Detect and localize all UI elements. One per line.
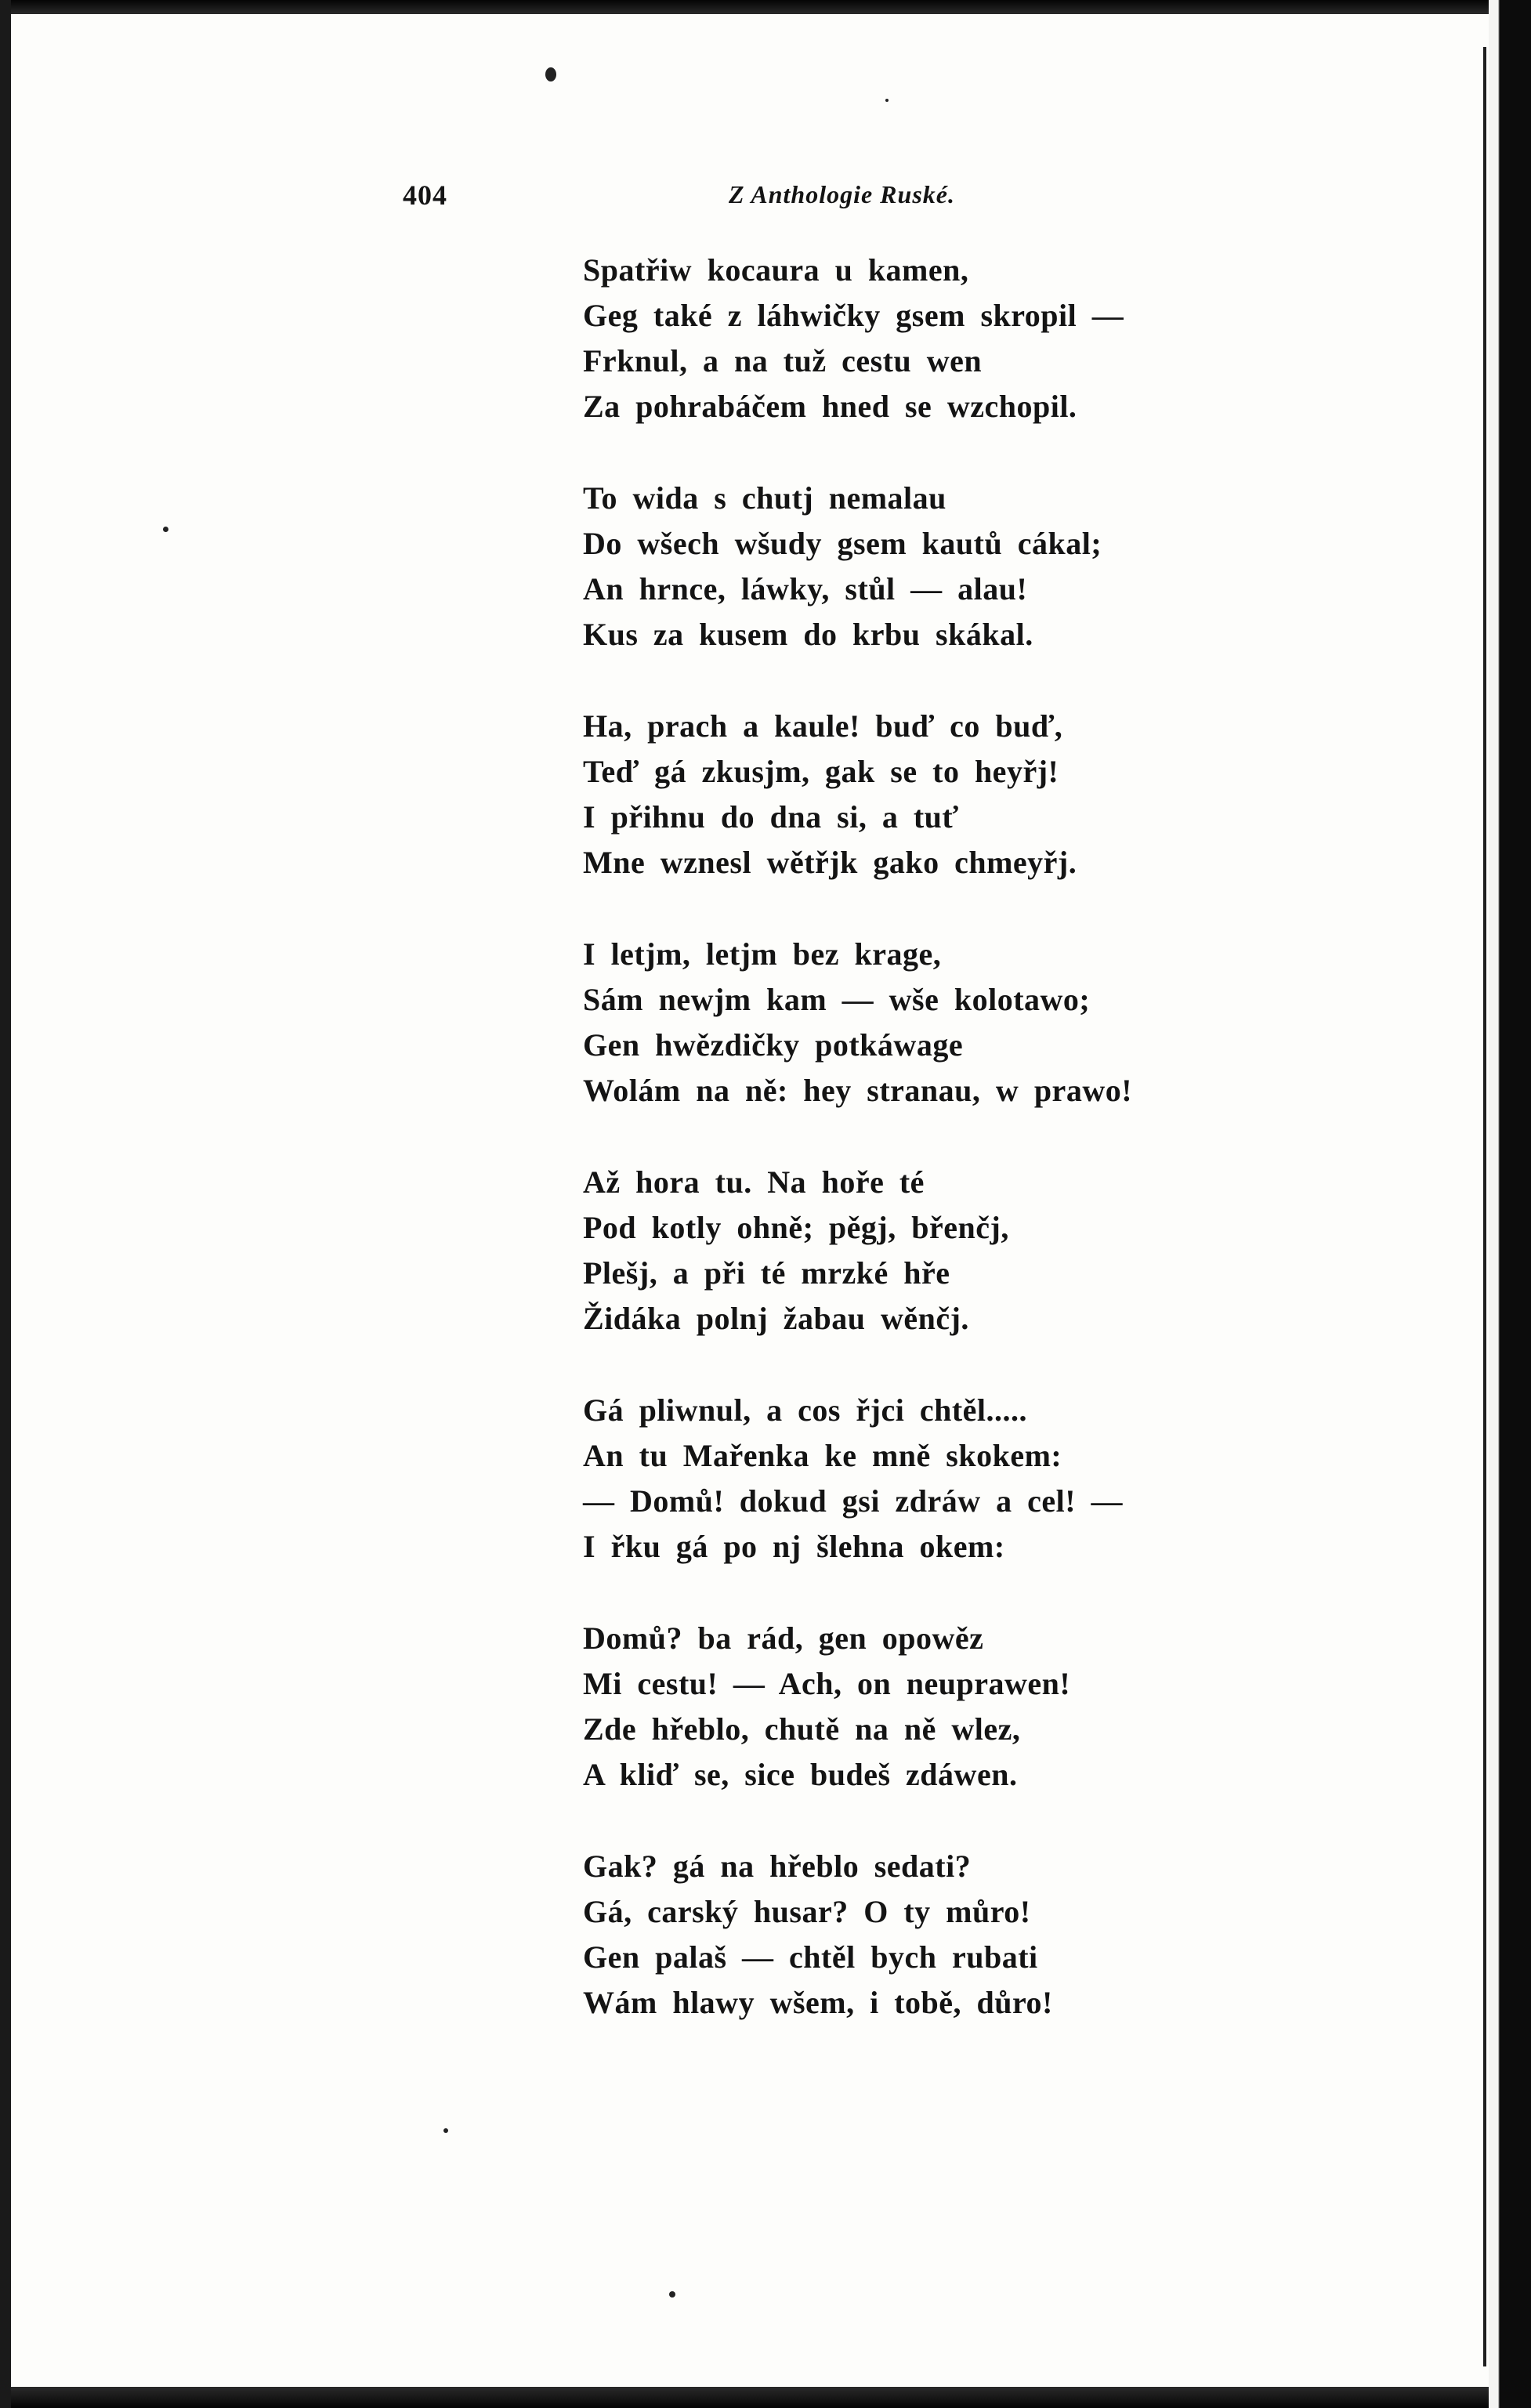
verse-line: Gá pliwnul, a cos řjci chtěl.....: [583, 1392, 1028, 1428]
verse-line: I řku gá po nj šlehna okem:: [583, 1529, 1005, 1564]
verse-line: Mi cestu! — Ach, on neuprawen!: [583, 1666, 1071, 1701]
verse-line: Ha, prach a kaule! buď co buď,: [583, 708, 1063, 744]
verse-line: Gen palaš — chtěl bych rubati: [583, 1939, 1038, 1975]
ink-speck: [163, 527, 168, 532]
verse-line: — Domů! dokud gsi zdráw a cel! —: [583, 1483, 1124, 1519]
verse-line: Teď gá zkusjm, gak se to heyřj!: [583, 754, 1059, 789]
verse-line: Až hora tu. Na hoře té: [583, 1164, 925, 1200]
verse-line: Plešj, a při té mrzké hře: [583, 1255, 950, 1291]
verse-line: Wolám na ně: hey stranau, w prawo!: [583, 1073, 1133, 1108]
verse-line: Spatřiw kocaura u kamen,: [583, 252, 969, 288]
poem-body: [583, 248, 1468, 2072]
running-title: Z Anthologie Ruské.: [729, 180, 955, 208]
stanza: [583, 704, 1468, 885]
verse-line: Gak? gá na hřeblo sedati?: [583, 1849, 972, 1884]
verse-line: Pod kotly ohně; pěgj, břenčj,: [583, 1210, 1009, 1245]
scan-border-left: [0, 0, 11, 2408]
verse-line: I přihnu do dna si, a tuť: [583, 799, 959, 835]
ink-speck: [885, 99, 889, 102]
verse-line: To wida s chutj nemalau: [583, 480, 946, 516]
verse-line: Kus za kusem do krbu skákal.: [583, 617, 1033, 652]
verse-line: Geg také z láhwičky gsem skropil —: [583, 298, 1124, 333]
verse-line: Do wšech wšudy gsem kautů cákal;: [583, 526, 1102, 561]
stanza: [583, 932, 1468, 1113]
stanza: [583, 1844, 1468, 2026]
ink-speck: [669, 2291, 675, 2298]
stanza: [583, 1616, 1468, 1798]
verse-line: Židáka polnj žabau wěnčj.: [583, 1301, 969, 1336]
verse-line: Sám newjm kam — wše kolotawo;: [583, 982, 1091, 1017]
verse-line: Gen hwězdičky potkáwage: [583, 1027, 964, 1063]
verse-line: Frknul, a na tuž cestu wen: [583, 343, 983, 378]
verse-line: Wám hlawy wšem, i tobě, důro!: [583, 1985, 1053, 2020]
scan-border-bottom: [0, 2387, 1531, 2408]
ink-speck: [545, 67, 556, 81]
ink-speck: [443, 2128, 448, 2133]
verse-line: Za pohrabáčem hned se wzchopil.: [583, 389, 1077, 424]
verse-line: Zde hřeblo, chutě na ně wlez,: [583, 1711, 1021, 1747]
verse-line: A kliď se, sice budeš zdáwen.: [583, 1757, 1018, 1792]
verse-line: Gá, carský husar? O ty můro!: [583, 1894, 1031, 1929]
page-number: 404: [403, 179, 447, 211]
verse-line: I letjm, letjm bez krage,: [583, 936, 942, 972]
verse-line: Mne wznesl wětřjk gako chmeyřj.: [583, 845, 1077, 880]
verse-line: An tu Mařenka ke mně skokem:: [583, 1438, 1062, 1473]
scan-border-right: [1489, 0, 1531, 2408]
page-header: [0, 179, 1531, 218]
stanza: [583, 1388, 1468, 1570]
page-edge-line: [1483, 47, 1486, 2366]
stanza: [583, 248, 1468, 429]
verse-line: An hrnce, láwky, stůl — alau!: [583, 571, 1028, 607]
scan-border-top: [0, 0, 1531, 14]
stanza: [583, 1160, 1468, 1342]
verse-line: Domů? ba rád, gen opowěz: [583, 1620, 984, 1656]
stanza: [583, 476, 1468, 657]
